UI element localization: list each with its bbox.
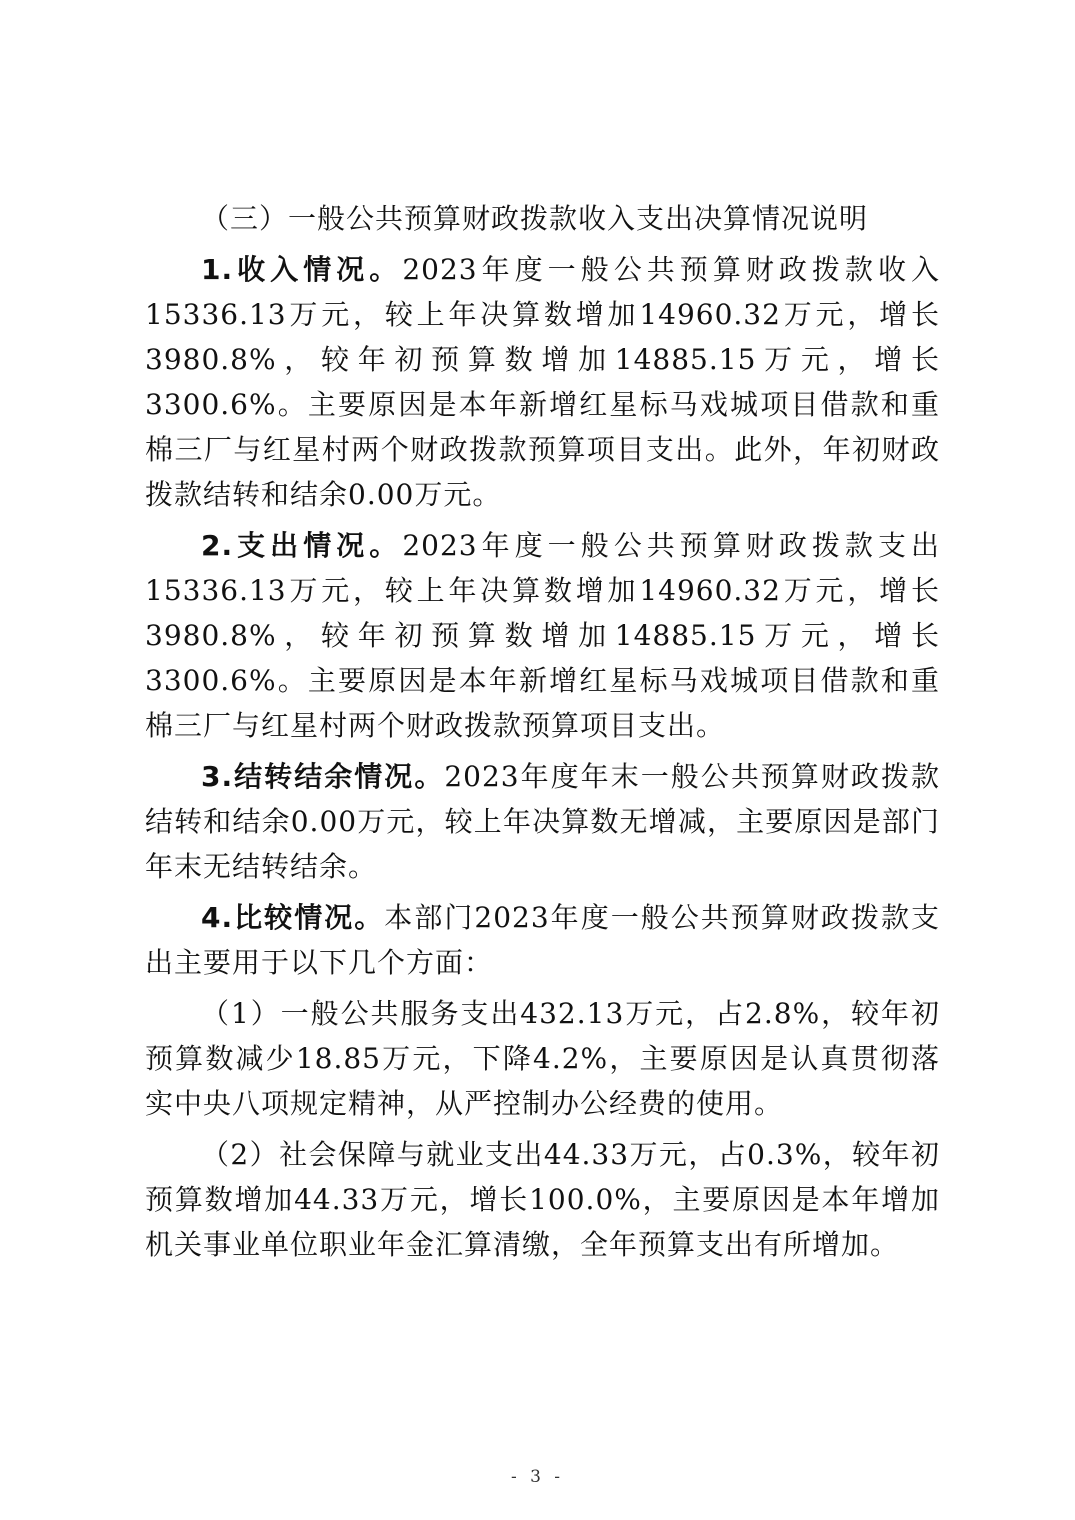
paragraph-expenditure [145, 523, 940, 748]
paragraph-text: 2023年度年末一般公共预算财政拨款结转和结余0.00万元，较上年决算数无增减，主要原因是部门年末无结转结余。 [145, 760, 940, 883]
list-item-general-public-services: （1）一般公共服务支出432.13万元，占2.8%，较年初预算数减少18.85万元，下降4.2%，主要原因是认真贯彻落实中央八项规定精神，从严控制办公经费的使用。 [145, 997, 940, 1120]
body-text [145, 196, 940, 1267]
paragraph-text: 本部门2023年度一般公共预算财政拨款支出主要用于以下几个方面： [145, 901, 940, 979]
paragraph-text: 2023年度一般公共预算财政拨款支出15336.13万元，较上年决算数增加14960.32万元，增长3980.8%，较年初预算数增加14885.15万元，增长3300.6%。主要原因是本年新增红星标马戏城项目借款和重棉三厂与红星村两个财政拨款预算项目支出。 [145, 529, 940, 742]
paragraph-carryover [145, 754, 940, 889]
paragraph-lead: 2.支出情况。 [201, 529, 403, 562]
paragraph-comparison [145, 895, 940, 985]
paragraph-income [145, 247, 940, 517]
paragraph-lead: 3.结转结余情况。 [201, 760, 445, 793]
list-item-social-security: （2）社会保障与就业支出44.33万元，占0.3%，较年初预算数增加44.33万元，增长100.0%，主要原因是本年增加机关事业单位职业年金汇算清缴，全年预算支出有所增加。 [145, 1138, 940, 1261]
paragraph-lead: 4.比较情况。 [201, 901, 385, 934]
paragraph-text: 2023年度一般公共预算财政拨款收入15336.13万元，较上年决算数增加14960.32万元，增长3980.8%，较年初预算数增加14885.15万元，增长3300.6%。主要原因是本年新增红星标马戏城项目借款和重棉三厂与红星村两个财政拨款预算项目支出。此外，年初财政拨款结转和结余0.00万元。 [145, 253, 940, 511]
paragraph-lead: 1.收入情况。 [201, 253, 403, 286]
page-number: - 3 - [510, 1467, 565, 1487]
section-heading: （三）一般公共预算财政拨款收入支出决算情况说明 [201, 202, 869, 235]
